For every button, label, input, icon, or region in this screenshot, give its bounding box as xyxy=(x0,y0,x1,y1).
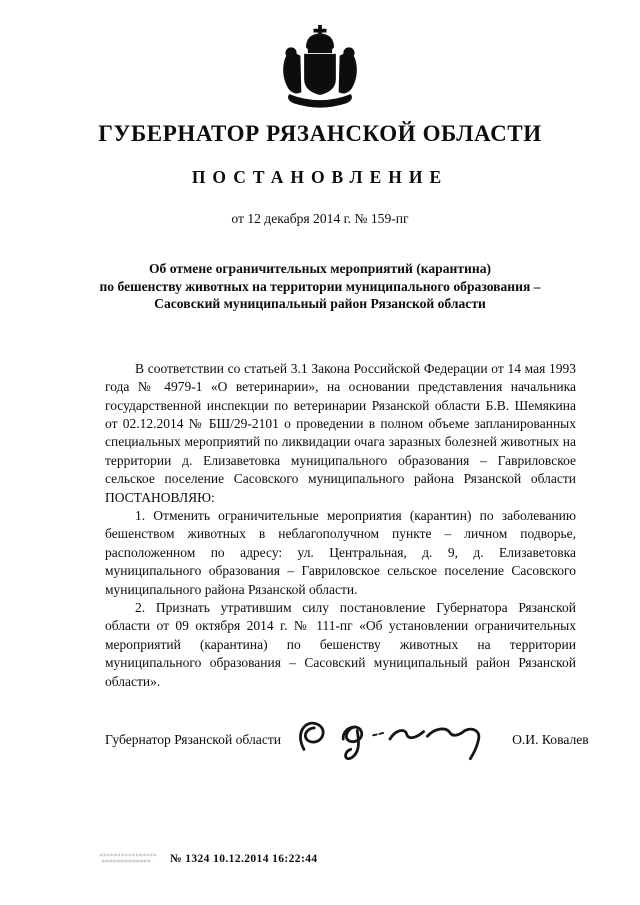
subject-line-1: Об отмене ограничительных мероприятий (карантина) xyxy=(148,261,492,276)
registration-number-line: № 1324 10.12.2014 16:22:44 xyxy=(170,852,318,865)
body-paragraph-item-2: 2. Признать утратившим силу постановление Губернатора Рязанской области от 09 октября 2014 г. № 111-пг «Об установлении ограничительных мероприятий (карантина) по бешенству животных на территории муниципального образования – Сасовский муниципальный район Рязанской области». xyxy=(105,600,576,689)
illegible-stamp-smudge-icon xyxy=(98,851,158,866)
coat-of-arms-icon xyxy=(274,25,366,109)
decree-subject xyxy=(0,260,640,313)
signature-block xyxy=(105,715,589,765)
subject-line-2: по бешенству животных на территории муниципального образования – xyxy=(99,278,541,294)
date-number-line: от 12 декабря 2014 г. № 159-пг xyxy=(231,211,409,226)
signature-autograph-icon xyxy=(289,715,504,765)
signer-position-title: Губернатор Рязанской области xyxy=(105,732,282,748)
organization-title: ГУБЕРНАТОР РЯЗАНСКОЙ ОБЛАСТИ xyxy=(98,121,542,146)
registration-stamp xyxy=(98,851,318,866)
body-paragraph-preamble: В соответствии со статьей 3.1 Закона Российской Федерации от 14 мая 1993 года № 4979-1 «О ветеринарии», на основании представления начальника государственной инспекции по ветеринарии Рязанской области Б.В. Шемякина от 02.12.2014 № БШ/29-2101 о проведении в полном объеме запланированных специальных мероприятий по ликвидации очага заразных болезней животных на территории д. Елизаветовка муниципального образования – Гавриловское сельское поселение Сасовского муниципального района Рязанской области ПОСТАНОВЛЯЮ: xyxy=(105,360,576,505)
body-paragraph-item-1: 1. Отменить ограничительные мероприятия (карантин) по заболеванию бешенством животных в неблагополучном пункте – личном подворье, расположенном по адресу: ул. Центральная, д. 9, д. Елизаветовка муниципального образования – Гавриловское сельское поселение Сасовского муниципального района Рязанской области. xyxy=(105,508,576,597)
decree-body xyxy=(105,360,576,691)
subject-line-3: Сасовский муниципальный район Рязанской области xyxy=(154,296,486,312)
document-type-title: ПОСТАНОВЛЕНИЕ xyxy=(191,167,449,187)
signer-name: О.И. Ковалев xyxy=(512,732,589,748)
